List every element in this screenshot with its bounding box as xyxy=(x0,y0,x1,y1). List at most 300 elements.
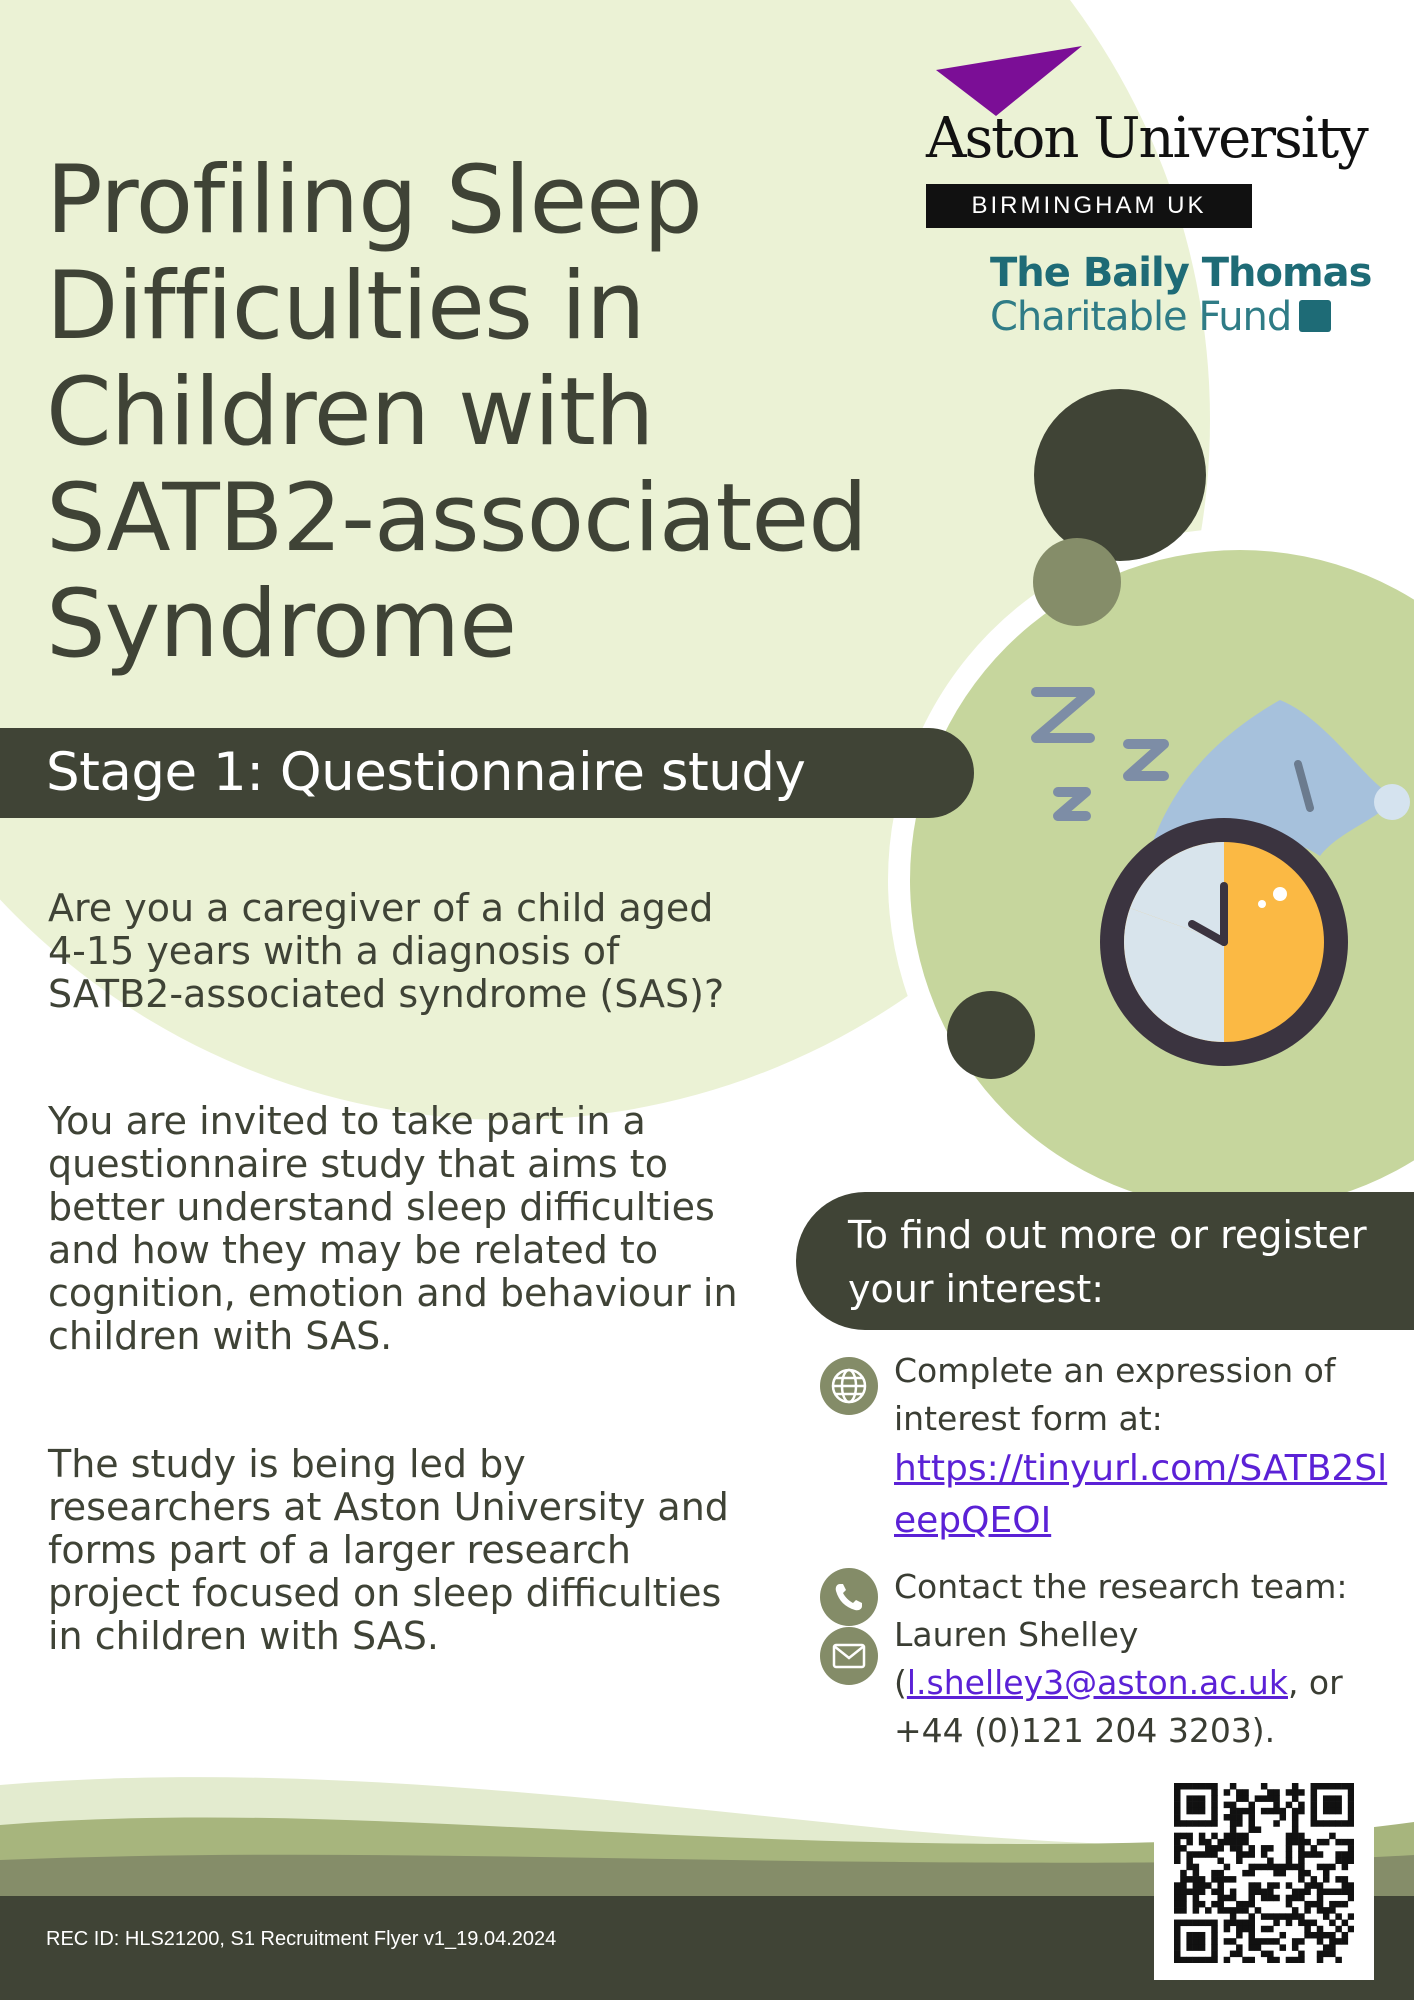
qr-module xyxy=(1217,1901,1224,1908)
qr-module xyxy=(1267,1957,1274,1963)
qr-module xyxy=(1174,1802,1181,1809)
qr-module xyxy=(1199,1839,1206,1846)
qr-module xyxy=(1186,1876,1193,1883)
qr-module xyxy=(1273,1870,1280,1877)
qr-module xyxy=(1292,1789,1299,1796)
qr-module xyxy=(1186,1864,1193,1871)
qr-module xyxy=(1311,1901,1318,1908)
qr-module xyxy=(1193,1932,1200,1939)
qr-module xyxy=(1335,1851,1342,1858)
qr-module xyxy=(1261,1845,1268,1852)
qr-module xyxy=(1311,1820,1318,1827)
qr-module xyxy=(1242,1789,1249,1796)
team-line: Contact the research team: xyxy=(894,1567,1348,1606)
fund-name-line2: Charitable Fund xyxy=(990,294,1370,340)
qr-module xyxy=(1323,1795,1330,1802)
qr-code[interactable] xyxy=(1154,1766,1374,1980)
qr-module xyxy=(1186,1920,1193,1927)
qr-module xyxy=(1329,1951,1336,1958)
qr-module xyxy=(1311,1789,1318,1796)
qr-module xyxy=(1217,1845,1224,1852)
qr-module xyxy=(1267,1889,1274,1896)
qr-module xyxy=(1186,1820,1193,1827)
qr-module xyxy=(1211,1845,1218,1852)
qr-module xyxy=(1298,1802,1305,1809)
qr-module xyxy=(1273,1789,1280,1796)
qr-module xyxy=(1298,1920,1305,1927)
qr-module xyxy=(1199,1783,1206,1790)
qr-module xyxy=(1317,1938,1324,1945)
qr-module xyxy=(1174,1857,1181,1864)
qr-module xyxy=(1217,1857,1224,1864)
qr-module xyxy=(1348,1895,1354,1902)
qr-module xyxy=(1174,1920,1181,1927)
qr-module xyxy=(1342,1857,1349,1864)
qr-module xyxy=(1311,1851,1318,1858)
qr-module xyxy=(1180,1957,1187,1963)
qr-module xyxy=(1323,1889,1330,1896)
qr-module xyxy=(1335,1783,1342,1790)
qr-module xyxy=(1174,1814,1181,1821)
qr-module xyxy=(1236,1944,1243,1951)
qr-module xyxy=(1323,1783,1330,1790)
cta-banner: To find out more or register your interest: xyxy=(796,1192,1414,1330)
qr-module xyxy=(1286,1957,1293,1963)
qr-module xyxy=(1292,1944,1299,1951)
qr-module xyxy=(1193,1938,1200,1945)
qr-module xyxy=(1230,1845,1237,1852)
contact-person: Lauren Shelley xyxy=(894,1615,1139,1654)
qr-module xyxy=(1329,1944,1336,1951)
qr-module xyxy=(1193,1901,1200,1908)
qr-module xyxy=(1199,1938,1206,1945)
qr-module xyxy=(1174,1944,1181,1951)
qr-module xyxy=(1286,1833,1293,1840)
aston-name: Aston University xyxy=(926,106,1367,171)
qr-module xyxy=(1286,1913,1293,1920)
qr-module xyxy=(1304,1920,1311,1927)
qr-module xyxy=(1280,1944,1287,1951)
qr-module xyxy=(1186,1851,1193,1858)
qr-module xyxy=(1292,1864,1299,1871)
qr-module xyxy=(1180,1882,1187,1889)
qr-module xyxy=(1348,1789,1354,1796)
qr-module xyxy=(1304,1870,1311,1877)
baily-thomas-logo xyxy=(990,250,1370,340)
qr-module xyxy=(1267,1926,1274,1933)
qr-module xyxy=(1230,1802,1237,1809)
qr-module xyxy=(1211,1783,1218,1790)
qr-module xyxy=(1217,1895,1224,1902)
qr-module xyxy=(1193,1864,1200,1871)
qr-module xyxy=(1211,1808,1218,1815)
qr-module xyxy=(1193,1795,1200,1802)
qr-module xyxy=(1186,1944,1193,1951)
qr-module xyxy=(1224,1907,1231,1914)
qr-module xyxy=(1261,1951,1268,1958)
qr-module xyxy=(1211,1795,1218,1802)
qr-module xyxy=(1280,1864,1287,1871)
qr-module xyxy=(1236,1932,1243,1939)
qr-module xyxy=(1317,1951,1324,1958)
qr-module xyxy=(1329,1864,1336,1871)
qr-module xyxy=(1242,1795,1249,1802)
qr-module xyxy=(1323,1839,1330,1846)
qr-module xyxy=(1248,1889,1255,1896)
qr-module xyxy=(1230,1833,1237,1840)
qr-module xyxy=(1286,1895,1293,1902)
qr-module xyxy=(1280,1870,1287,1877)
qr-module xyxy=(1242,1926,1249,1933)
qr-module xyxy=(1261,1895,1268,1902)
qr-module xyxy=(1286,1857,1293,1864)
qr-module xyxy=(1211,1932,1218,1939)
sleeping-clock-illustration xyxy=(1020,680,1414,1080)
qr-module xyxy=(1230,1876,1237,1883)
qr-module xyxy=(1230,1913,1237,1920)
qr-module xyxy=(1248,1845,1255,1852)
qr-module xyxy=(1329,1833,1336,1840)
qr-module xyxy=(1174,1845,1181,1852)
qr-module xyxy=(1323,1907,1330,1914)
qr-module xyxy=(1230,1951,1237,1958)
qr-module xyxy=(1304,1901,1311,1908)
qr-module xyxy=(1180,1870,1187,1877)
qr-module xyxy=(1180,1876,1187,1883)
qr-module xyxy=(1273,1864,1280,1871)
qr-module xyxy=(1255,1938,1262,1945)
qr-module xyxy=(1230,1889,1237,1896)
qr-module xyxy=(1230,1839,1237,1846)
qr-module xyxy=(1273,1820,1280,1827)
qr-module xyxy=(1242,1870,1249,1877)
qr-module xyxy=(1335,1876,1342,1883)
qr-module xyxy=(1348,1795,1354,1802)
qr-module xyxy=(1199,1957,1206,1963)
qr-module xyxy=(1186,1938,1193,1945)
qr-module xyxy=(1267,1882,1274,1889)
qr-module xyxy=(1236,1926,1243,1933)
qr-module xyxy=(1230,1895,1237,1902)
qr-module xyxy=(1255,1882,1262,1889)
qr-module xyxy=(1255,1907,1262,1914)
qr-module xyxy=(1348,1857,1354,1864)
qr-module xyxy=(1292,1814,1299,1821)
qr-module xyxy=(1335,1901,1342,1908)
qr-module xyxy=(1193,1870,1200,1877)
qr-module xyxy=(1298,1951,1305,1958)
qr-module xyxy=(1211,1957,1218,1963)
qr-module xyxy=(1317,1851,1324,1858)
qr-module xyxy=(1323,1808,1330,1815)
qr-module xyxy=(1255,1864,1262,1871)
qr-module xyxy=(1248,1920,1255,1927)
qr-module xyxy=(1199,1795,1206,1802)
qr-module xyxy=(1348,1926,1354,1933)
email-link[interactable]: l.shelley3@aston.ac.uk xyxy=(906,1663,1288,1702)
qr-module xyxy=(1292,1895,1299,1902)
qr-module xyxy=(1335,1802,1342,1809)
qr-module xyxy=(1348,1913,1354,1920)
qr-module xyxy=(1180,1895,1187,1902)
qr-module xyxy=(1298,1833,1305,1840)
qr-module xyxy=(1329,1920,1336,1927)
qr-module xyxy=(1323,1944,1330,1951)
qr-module xyxy=(1174,1932,1181,1939)
stage-banner: Stage 1: Questionnaire study xyxy=(0,728,974,818)
qr-module xyxy=(1193,1920,1200,1927)
qr-module xyxy=(1335,1795,1342,1802)
qr-module xyxy=(1342,1889,1349,1896)
qr-module xyxy=(1342,1851,1349,1858)
qr-module xyxy=(1342,1938,1349,1945)
qr-module xyxy=(1292,1889,1299,1896)
qr-module xyxy=(1174,1907,1181,1914)
qr-module xyxy=(1230,1814,1237,1821)
qr-module xyxy=(1199,1944,1206,1951)
qr-module xyxy=(1329,1802,1336,1809)
qr-module xyxy=(1217,1889,1224,1896)
qr-module xyxy=(1205,1845,1212,1852)
qr-module xyxy=(1193,1889,1200,1896)
qr-module xyxy=(1211,1851,1218,1858)
page-title: Profiling Sleep Difficulties in Children with SATB2-associated Syndrome xyxy=(46,146,867,679)
qr-module xyxy=(1311,1802,1318,1809)
qr-module xyxy=(1261,1926,1268,1933)
qr-module xyxy=(1211,1820,1218,1827)
qr-module xyxy=(1267,1795,1274,1802)
qr-module xyxy=(1286,1839,1293,1846)
qr-module xyxy=(1211,1944,1218,1951)
qr-module xyxy=(1267,1789,1274,1796)
qr-module xyxy=(1261,1795,1268,1802)
qr-module xyxy=(1174,1783,1181,1790)
qr-module xyxy=(1311,1882,1318,1889)
qr-module xyxy=(1335,1857,1342,1864)
qr-module xyxy=(1230,1820,1237,1827)
qr-module xyxy=(1335,1820,1342,1827)
qr-module xyxy=(1342,1876,1349,1883)
qr-module xyxy=(1248,1870,1255,1877)
qr-module xyxy=(1242,1907,1249,1914)
qr-module xyxy=(1174,1820,1181,1827)
qr-module xyxy=(1174,1789,1181,1796)
qr-module xyxy=(1211,1814,1218,1821)
qr-module xyxy=(1174,1839,1181,1846)
qr-module xyxy=(1286,1789,1293,1796)
phone-icon xyxy=(820,1568,878,1626)
qr-module xyxy=(1174,1851,1181,1858)
qr-module xyxy=(1292,1808,1299,1815)
qr-module xyxy=(1311,1783,1318,1790)
qr-module xyxy=(1304,1839,1311,1846)
qr-module xyxy=(1180,1833,1187,1840)
qr-module xyxy=(1342,1864,1349,1871)
qr-module xyxy=(1273,1802,1280,1809)
qr-module xyxy=(1311,1795,1318,1802)
qr-module xyxy=(1186,1932,1193,1939)
qr-module xyxy=(1248,1957,1255,1963)
qr-module xyxy=(1311,1920,1318,1927)
qr-module xyxy=(1248,1814,1255,1821)
qr-module xyxy=(1317,1839,1324,1846)
qr-module xyxy=(1211,1876,1218,1883)
qr-module xyxy=(1242,1957,1249,1963)
qr-module xyxy=(1211,1870,1218,1877)
qr-module xyxy=(1224,1926,1231,1933)
qr-module xyxy=(1199,1882,1206,1889)
qr-module xyxy=(1323,1820,1330,1827)
qr-module xyxy=(1193,1895,1200,1902)
qr-module xyxy=(1280,1932,1287,1939)
qr-module xyxy=(1267,1938,1274,1945)
qr-module xyxy=(1211,1802,1218,1809)
qr-module xyxy=(1311,1845,1318,1852)
qr-module xyxy=(1174,1901,1181,1908)
qr-module xyxy=(1180,1901,1187,1908)
qr-module xyxy=(1205,1920,1212,1927)
qr-module xyxy=(1248,1926,1255,1933)
qr-module xyxy=(1248,1864,1255,1871)
qr-module xyxy=(1205,1907,1212,1914)
qr-module xyxy=(1348,1814,1354,1821)
qr-module xyxy=(1273,1795,1280,1802)
qr-module xyxy=(1205,1783,1212,1790)
qr-module xyxy=(1286,1802,1293,1809)
qr-module xyxy=(1348,1783,1354,1790)
qr-module xyxy=(1174,1808,1181,1815)
qr-module xyxy=(1348,1882,1354,1889)
qr-module xyxy=(1329,1938,1336,1945)
qr-module xyxy=(1242,1901,1249,1908)
qr-module xyxy=(1255,1826,1262,1833)
qr-module xyxy=(1199,1876,1206,1883)
qr-module xyxy=(1298,1857,1305,1864)
qr-module xyxy=(1273,1882,1280,1889)
qr-module xyxy=(1273,1920,1280,1927)
qr-module xyxy=(1261,1851,1268,1858)
qr-module xyxy=(1248,1944,1255,1951)
qr-module xyxy=(1236,1851,1243,1858)
qr-module xyxy=(1348,1820,1354,1827)
qr-module xyxy=(1236,1920,1243,1927)
qr-module xyxy=(1174,1938,1181,1945)
qr-module xyxy=(1230,1783,1237,1790)
qr-module xyxy=(1199,1833,1206,1840)
qr-module xyxy=(1348,1889,1354,1896)
qr-module xyxy=(1304,1907,1311,1914)
qr-module xyxy=(1342,1920,1349,1927)
qr-module xyxy=(1304,1932,1311,1939)
qr-module xyxy=(1248,1882,1255,1889)
qr-module xyxy=(1217,1870,1224,1877)
qr-module xyxy=(1348,1839,1354,1846)
qr-module xyxy=(1180,1907,1187,1914)
qr-module xyxy=(1248,1938,1255,1945)
qr-module xyxy=(1217,1882,1224,1889)
qr-module xyxy=(1335,1808,1342,1815)
qr-module xyxy=(1304,1851,1311,1858)
qr-module xyxy=(1292,1907,1299,1914)
qr-module xyxy=(1224,1814,1231,1821)
qr-module xyxy=(1174,1882,1181,1889)
qr-module xyxy=(1292,1833,1299,1840)
cap-pompom xyxy=(1374,784,1410,820)
qr-module xyxy=(1304,1882,1311,1889)
qr-module xyxy=(1298,1876,1305,1883)
qr-module xyxy=(1292,1826,1299,1833)
form-link[interactable]: https://tinyurl.com/SATB2SleepQEOI xyxy=(894,1448,1388,1541)
qr-module xyxy=(1329,1889,1336,1896)
qr-module xyxy=(1298,1851,1305,1858)
qr-module xyxy=(1317,1783,1324,1790)
qr-module xyxy=(1174,1951,1181,1958)
intro-question: Are you a caregiver of a child aged 4-15 years with a diagnosis of SATB2-associated syndrome (SAS)? xyxy=(48,886,725,1016)
qr-module xyxy=(1348,1851,1354,1858)
dark-dot-large xyxy=(1034,389,1206,561)
qr-module xyxy=(1323,1864,1330,1871)
qr-module xyxy=(1205,1839,1212,1846)
qr-module xyxy=(1335,1913,1342,1920)
qr-module xyxy=(1317,1895,1324,1902)
qr-module xyxy=(1329,1932,1336,1939)
qr-module xyxy=(1248,1901,1255,1908)
qr-module xyxy=(1236,1901,1243,1908)
qr-module xyxy=(1199,1889,1206,1896)
qr-module xyxy=(1298,1913,1305,1920)
qr-module xyxy=(1298,1845,1305,1852)
qr-module xyxy=(1273,1938,1280,1945)
qr-module xyxy=(1248,1826,1255,1833)
qr-module xyxy=(1236,1951,1243,1958)
qr-module xyxy=(1286,1845,1293,1852)
qr-module xyxy=(1255,1795,1262,1802)
qr-module xyxy=(1242,1808,1249,1815)
qr-module xyxy=(1304,1926,1311,1933)
qr-module xyxy=(1193,1820,1200,1827)
qr-module xyxy=(1193,1783,1200,1790)
qr-module xyxy=(1217,1876,1224,1883)
qr-module xyxy=(1180,1920,1187,1927)
qr-module xyxy=(1205,1957,1212,1963)
qr-module xyxy=(1186,1857,1193,1864)
qr-module xyxy=(1311,1876,1318,1883)
qr-module xyxy=(1317,1864,1324,1871)
qr-module xyxy=(1267,1895,1274,1902)
qr-module xyxy=(1261,1808,1268,1815)
qr-module xyxy=(1329,1901,1336,1908)
qr-module xyxy=(1248,1820,1255,1827)
qr-module xyxy=(1280,1913,1287,1920)
qr-module xyxy=(1342,1932,1349,1939)
qr-module xyxy=(1298,1808,1305,1815)
qr-module xyxy=(1335,1889,1342,1896)
qr-module xyxy=(1193,1808,1200,1815)
qr-module xyxy=(1211,1889,1218,1896)
qr-module xyxy=(1329,1820,1336,1827)
qr-module xyxy=(1230,1907,1237,1914)
qr-module xyxy=(1267,1951,1274,1958)
qr-module xyxy=(1224,1920,1231,1927)
qr-module xyxy=(1323,1870,1330,1877)
qr-module xyxy=(1317,1889,1324,1896)
qr-module xyxy=(1342,1820,1349,1827)
qr-module xyxy=(1267,1845,1274,1852)
qr-module xyxy=(1317,1901,1324,1908)
qr-module xyxy=(1335,1839,1342,1846)
qr-module xyxy=(1236,1795,1243,1802)
qr-module xyxy=(1311,1808,1318,1815)
